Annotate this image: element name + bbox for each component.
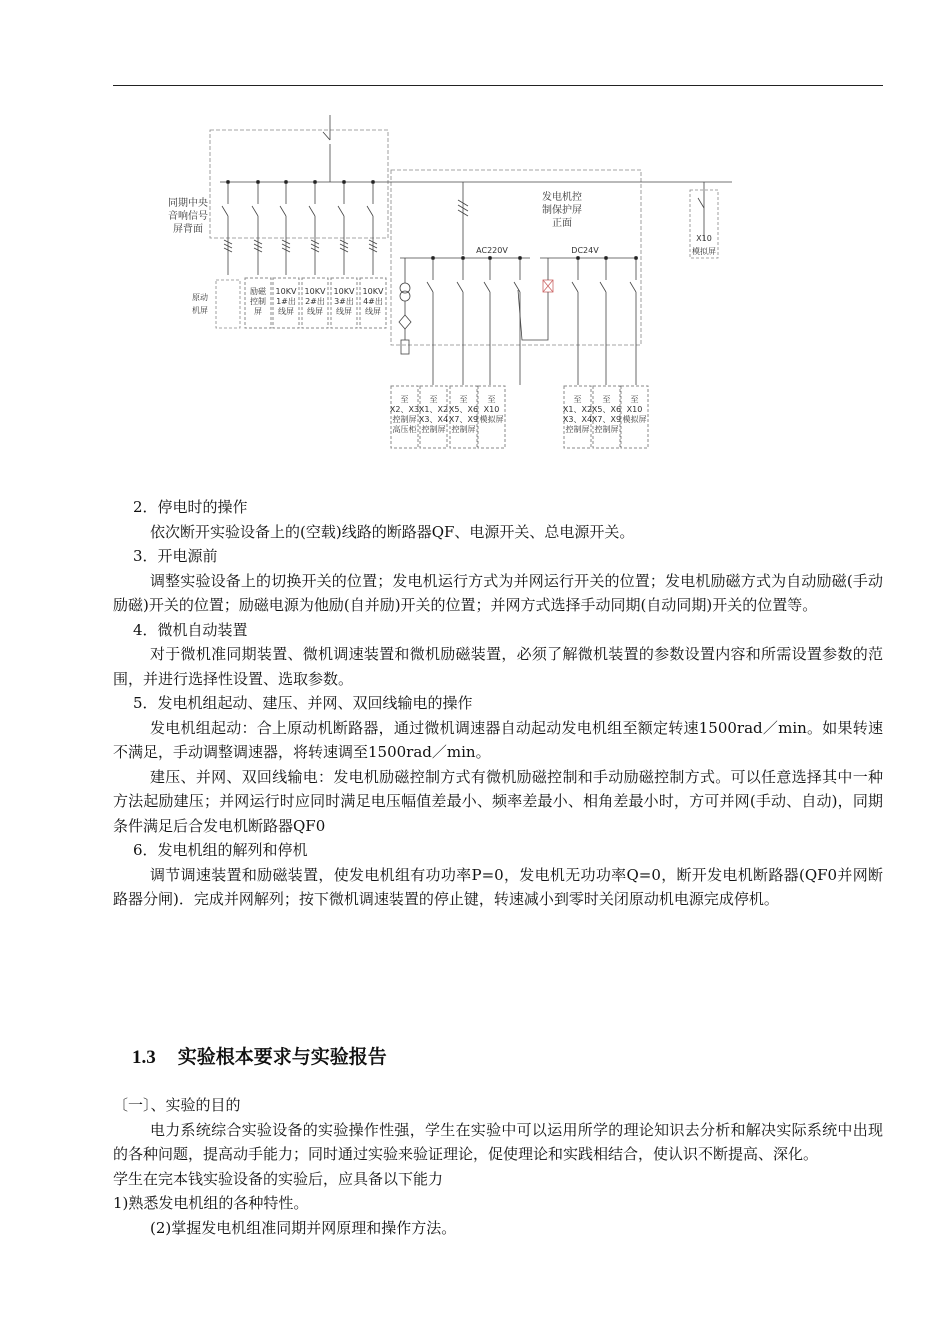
dest-label: X7、X9 (591, 415, 622, 424)
dest-label: X2、X3 (389, 405, 420, 414)
dest-label: X7、X9 (448, 415, 479, 424)
right-panel-label: 正面 (552, 218, 572, 229)
feeder-label: 1#出 (276, 297, 296, 306)
dest-label: 至 (487, 395, 496, 404)
feeder-label: 线屏 (307, 307, 323, 316)
feeder-label: 10KV (304, 287, 326, 296)
item-5-body-2: 建压、并网、双回线输电：发电机励磁控制方式有微机励磁控制和手动励磁控制方式。可以任意选择其中一种方法起励建压；并网运行时应同时满足电压幅值差最小、频率差最小、相角差最小时，方可并网(手动、自动)，同期条件满足后合发电机断路器QF0 (113, 767, 883, 835)
item-4-title: 4．微机自动装置 (133, 620, 248, 639)
left-panel-label: 屏背面 (173, 224, 203, 235)
feeder-label: 控制 (250, 297, 266, 306)
purpose-body: 电力系统综合实验设备的实验操作性强，学生在实验中可以运用所学的理论知识去分析和解决实际系统中出现的各种问题，提高动手能力；同时通过实验来验证理论，促使理论和实践相结合，使认识不断提高、深化。 (113, 1120, 883, 1163)
dest-label: X5、X6 (591, 405, 622, 414)
feeder-label: 线屏 (365, 307, 381, 316)
feeder-label: 3#出 (334, 297, 354, 306)
heading-title: 实验根本要求与实验报告 (177, 1047, 387, 1068)
prime-mover-label: 原动 (192, 293, 208, 302)
ability-1: 1)熟悉发电机组的各种特性。 (113, 1194, 309, 1212)
item-2-title: 2．停电时的操作 (133, 498, 248, 516)
ac-label: AC220V (476, 246, 508, 255)
feeder-label: 线屏 (336, 307, 352, 316)
x10-top-label: 模拟屏 (692, 247, 716, 256)
item-5-body-1: 发电机组起动：合上原动机断路器，通过微机调速器自动起动发电机组至额定转速1500rad／min。如果转速不满足，手动调整调速器，将转速调至1500rad／min。 (113, 718, 883, 761)
item-6-body: 调节调速装置和励磁装置，使发电机组有功功率P=0，发电机无功功率Q=0，断开发电机断路器(QF0并网断路器分闸)．完成并网解列；按下微机调速装置的停止键，转速减小到零时关闭原动机电源完成停机。 (113, 865, 883, 908)
item-5-title: 5．发电机组起动、建压、并网、双回线输电的操作 (133, 694, 473, 712)
purpose-title: 〔一〕、实验的目的 (113, 1096, 241, 1114)
item-3-title: 3．开电源前 (133, 547, 218, 565)
wiring-diagram (160, 110, 760, 460)
dest-label: 模拟屏 (479, 415, 504, 424)
dest-label: X1、X2 (562, 405, 593, 414)
dest-label: X10 (626, 405, 643, 414)
dest-label: 至 (630, 395, 639, 404)
dest-label: 控制屏 (594, 425, 619, 434)
x10-top-label: X10 (696, 234, 712, 243)
dest-label: 控制屏 (392, 415, 417, 424)
section-b (113, 1093, 883, 1240)
feeder-label: 2#出 (305, 297, 325, 306)
item-2-body: 依次断开实验设备上的(空载)线路的断路器QF、电源开关、总电源开关。 (150, 522, 635, 541)
item-4-body: 对于微机准同期装置、微机调速装置和微机励磁装置，必须了解微机装置的参数设置内容和所需设置参数的范围，并进行选择性设置、选取参数。 (113, 645, 883, 688)
item-6-title: 6．发电机组的解列和停机 (133, 841, 308, 859)
left-panel-frame (210, 130, 388, 238)
dest-label: 控制屏 (421, 425, 446, 434)
section-a (113, 495, 883, 912)
feeder-label: 4#出 (363, 297, 383, 306)
feeder-label: 屏 (254, 307, 262, 316)
dest-label: 至 (573, 395, 582, 404)
dest-label: 至 (459, 395, 468, 404)
section-heading (132, 1042, 387, 1069)
feeder-label: 10KV (333, 287, 355, 296)
dest-label: 至 (400, 395, 409, 404)
feeder-label: 线屏 (278, 307, 294, 316)
dest-label: 至 (602, 395, 611, 404)
left-panel-label: 音响信号 (168, 211, 208, 222)
prime-mover-label: 机屏 (192, 306, 208, 315)
dest-label: 至 (429, 395, 438, 404)
header-rule (113, 85, 883, 86)
right-panel-label: 发电机控 (542, 192, 582, 203)
dest-label: 控制屏 (451, 425, 476, 434)
dest-label: X3、X4 (418, 415, 449, 424)
feeder-label: 励磁 (250, 287, 266, 296)
dest-label: 模拟屏 (622, 415, 647, 424)
right-panel-frame (391, 170, 641, 345)
dest-label: 控制屏 (565, 425, 590, 434)
ability-2: (2)掌握发电机组准同期并网原理和操作方法。 (150, 1218, 457, 1237)
dest-label: X3、X4 (562, 415, 593, 424)
dest-label: X10 (483, 405, 500, 414)
feeder-label: 10KV (362, 287, 384, 296)
dest-label: X1、X2 (418, 405, 449, 414)
ability-intro: 学生在完本钱实验设备的实验后，应具备以下能力 (113, 1169, 444, 1188)
item-3-body: 调整实验设备上的切换开关的位置；发电机运行方式为并网运行开关的位置；发电机励磁方式为自动励磁(手动励磁)开关的位置；励磁电源为他励(自并励)开关的位置；并网方式选择手动同期(自动同期)开关的位置等。 (113, 571, 883, 614)
dest-label: X5、X6 (448, 405, 479, 414)
dest-label: 高压柜 (392, 425, 417, 434)
left-panel-label: 同期中央 (168, 198, 208, 209)
feeder-label: 10KV (275, 287, 297, 296)
dc-label: DC24V (571, 246, 599, 255)
heading-number: 1.3 (132, 1047, 156, 1068)
right-panel-label: 制保护屏 (542, 205, 582, 216)
